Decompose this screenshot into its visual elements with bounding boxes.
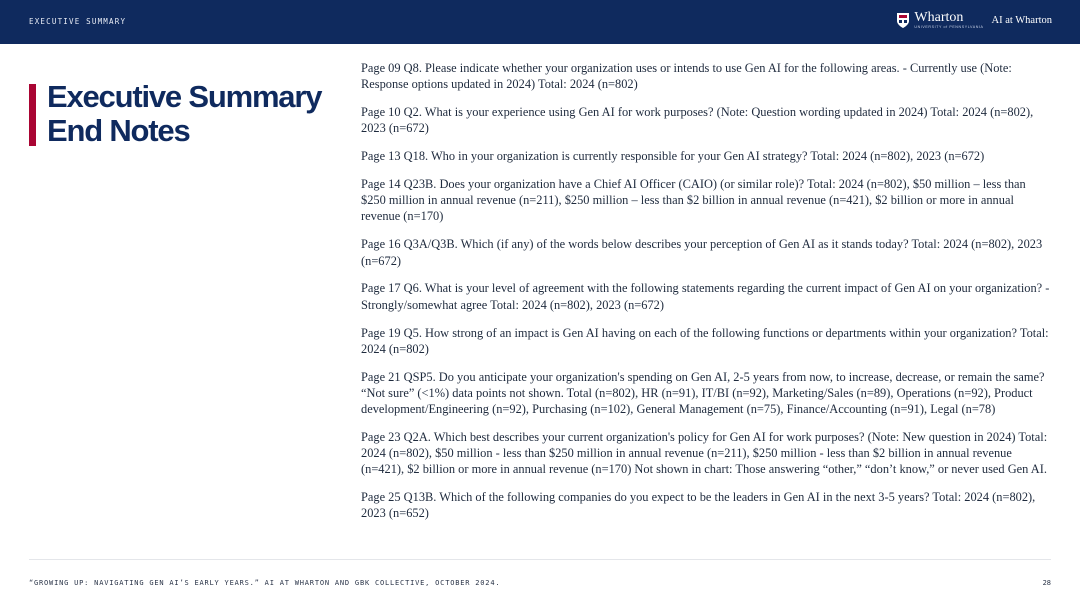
title-accent-bar — [29, 84, 36, 146]
end-note: Page 10 Q2. What is your experience using Gen AI for work purposes? (Note: Question wording updated in 2024) Total: 2024 (n=802), 2023 (n=672) — [361, 105, 1034, 136]
title-line-2: End Notes — [47, 113, 190, 148]
end-note: Page 16 Q3A/Q3B. Which (if any) of the words below describes your perception of Gen AI as it stands today? Total: 2024 (n=802), 2023 (n=672) — [361, 237, 1043, 268]
brand-name: Wharton — [914, 10, 964, 25]
brand-subtitle: UNIVERSITY of PENNSYLVANIA — [914, 25, 984, 29]
shield-icon — [896, 12, 910, 29]
end-notes-list — [361, 60, 1051, 533]
title-line-1: Executive Summary — [47, 79, 322, 114]
header-bar — [0, 0, 1080, 44]
end-note: Page 09 Q8. Please indicate whether your organization uses or intends to use Gen AI for the following areas. - Currently use (Note: Response options updated in 2024) Total: 2024 (n=802) — [361, 61, 1012, 92]
end-note: Page 19 Q5. How strong of an impact is Gen AI having on each of the following functions or departments within your organization? Total: 2024 (n=802) — [361, 325, 1049, 356]
page-title — [47, 80, 321, 148]
end-note: Page 17 Q6. What is your level of agreement with the following statements regarding the current impact of Gen AI on your organization? - Strongly/somewhat agree Total: 2024 (n=802), 2023 (n=672) — [361, 281, 1050, 312]
footer-divider — [29, 559, 1051, 560]
end-note: Page 23 Q2A. Which best describes your current organization's policy for Gen AI for work purposes? (Note: New question in 2024) Total: 2024 (n=802), $50 million - less than $250 million in annual revenue (n=211), $250 million - less than $2 billion in annual revenue (n=421), $2 billion or more in annual revenue (n=170) Not shown in chart: Those answering “other,” “don’t know,” or never used Gen AI. — [361, 429, 1048, 477]
end-note: Page 14 Q23B. Does your organization have a Chief AI Officer (CAIO) (or similar role)? Total: 2024 (n=802), $50 million – less than $250 million in annual revenue (n=211), $250 million – less than $2 billion in annual revenue (n=421), $2 billion or more in annual revenue (n=170) — [361, 177, 1026, 224]
page-number: 28 — [1042, 579, 1051, 587]
footer-citation: “GROWING UP: NAVIGATING GEN AI’S EARLY YEARS.” AI AT WHARTON AND GBK COLLECTIVE, OCTOBER 2024. — [29, 579, 501, 587]
end-note: Page 21 QSP5. Do you anticipate your organization's spending on Gen AI, 2-5 years from now, to increase, decrease, or remain the same? “Not sure” (<1%) data points not shown. Total (n=802), HR (n=91), IT/BI (n=92), Marketing/Sales (n=89), Operations (n=92), Product development/Engineering (n=92), Purchasing (n=102), General Management (n=75), Finance/Accounting (n=91), Legal (n=78) — [361, 369, 1045, 417]
end-note: Page 25 Q13B. Which of the following companies do you expect to be the leaders in Gen AI in the next 3-5 years? Total: 2024 (n=802), 2023 (n=652) — [361, 490, 1036, 521]
end-note: Page 13 Q18. Who in your organization is currently responsible for your Gen AI strategy? Total: 2024 (n=802), 2023 (n=672) — [361, 149, 985, 164]
section-label: EXECUTIVE SUMMARY — [29, 17, 127, 26]
wordmark — [914, 11, 983, 30]
brand-logo — [896, 11, 1052, 30]
ai-at-wharton-label: AI at Wharton — [991, 14, 1052, 26]
